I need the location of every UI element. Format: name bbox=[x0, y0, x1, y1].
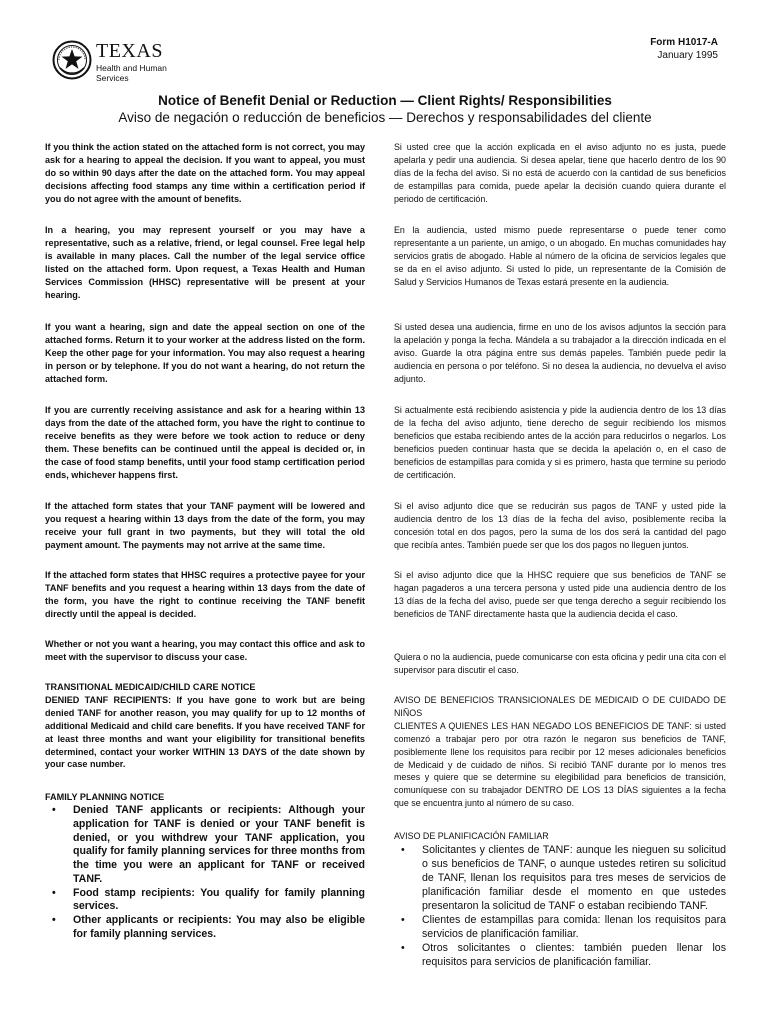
en-transitional-body: DENIED TANF RECIPIENTS: If you have gone to work but are being denied TANF for another reason, you may qualify for up to 12 months of additional Medicaid and child care benefits. If you have received TANF for at least three months and want your eligibility for transitional benefits determined, contact your worker WITHIN 13 DAYS of the date shown by your case number. bbox=[45, 694, 365, 770]
title-spanish: Aviso de negación o reducción de beneficios — Derechos y responsabilidades del cliente bbox=[118, 110, 652, 125]
es-family-planning-notice bbox=[394, 830, 726, 969]
es-paragraph-tanf-lowered: Si el aviso adjunto dice que se reducirán sus pagos de TANF y usted pide la audiencia dentro de los 13 días de la fecha del aviso, posiblemente reciba la concesión total en dos pagos, pero la suma de los dos será la cantidad del pago que recibía antes. También puede ser que los dos pagos no lleguen juntos. bbox=[394, 501, 726, 550]
form-number: Form H1017-A bbox=[650, 37, 718, 48]
en-family-planning-list bbox=[45, 804, 365, 942]
es-paragraph-supervisor: Quiera o no la audiencia, puede comunicarse con esta oficina y pedir una cita con el supervisor para discutir el caso. bbox=[394, 652, 726, 675]
list-item: • Clientes de estampillas para comida: llenan los requisitos para servicios de planificación familiar. bbox=[394, 913, 726, 941]
title-english: Notice of Benefit Denial or Reduction — Client Rights/ Responsibilities bbox=[158, 93, 612, 108]
es-family-planning-list bbox=[394, 843, 726, 969]
en-transitional-heading: TRANSITIONAL MEDICAID/CHILD CARE NOTICE bbox=[45, 682, 256, 692]
es-paragraph-appeal: Si usted cree que la acción explicada en el aviso adjunto no es justa, puede apelarla y pedir una audiencia. Si desea apelar, tiene que hacerlo dentro de los 90 días de la fecha del aviso. Si no está de acuerdo con la cantidad de sus beneficios de estampillas para comida, puede apelar la decisión cuando quiera durante el periodo de certificación. bbox=[394, 142, 726, 204]
list-item: • Denied TANF applicants or recipients: Although your application for TANF is denied or your TANF benefit is denied, or you withdrew your TANF application, you qualify for family planning services for three months from the time you were an applicant for TANF or received TANF. bbox=[45, 804, 365, 887]
en-paragraph-appeal: If you think the action stated on the attached form is not correct, you may ask for a hearing to appeal the decision. If you want to appeal, you must do so within 90 days after the date on the attached form. You may appeal decisions affecting food stamps any time within a certification period if you do not agree with the amount of benefits. bbox=[45, 142, 365, 204]
texas-seal-icon bbox=[52, 40, 92, 80]
es-paragraph-continue-benefits: Si actualmente está recibiendo asistencia y pide la audiencia dentro de los 13 días de la fecha del aviso adjunto, tiene derecho de seguir recibiendo los mismos beneficios que estaba recibiendo antes de la acción para reducirlos o negarlos. Los beneficios pueden continuar hasta que se decida la apelación o, en el caso de beneficios de estampillas para comida y si es primero, hasta que termine su periodo de certificación. bbox=[394, 405, 726, 480]
en-family-planning-heading: FAMILY PLANNING NOTICE bbox=[45, 792, 165, 802]
logo-texas-text: TEXAS bbox=[96, 40, 163, 62]
page-header bbox=[0, 0, 770, 90]
en-paragraph-representation: In a hearing, you may represent yourself or you may have a representative, such as a relative, friend, or legal counsel. Free legal help is available in many places. Call the number of the legal service office listed on the attached form. Upon request, a Texas Health and Human Services Commission (HHSC) representative will be present at your hearing. bbox=[45, 225, 365, 300]
en-transitional-notice bbox=[45, 681, 365, 771]
en-paragraph-tanf-lowered: If the attached form states that your TANF payment will be lowered and you request a hearing within 13 days from the date of the form, you may receive your full grant in two payments, but they will total the old payment amount. The payments may not arrive at the same time. bbox=[45, 501, 365, 550]
form-date: January 1995 bbox=[657, 50, 718, 61]
list-item: • Solicitantes y clientes de TANF: aunque les nieguen su solicitud o sus beneficios de TANF, o aunque ustedes retiren su solicitud de TANF, llenan los requisitos para tres meses de servicios de planificación familiar desde el momento en que ustedes presentaron la solicitud de TANF o estaban recibiendo TANF. bbox=[394, 843, 726, 913]
es-transitional-body: CLIENTES A QUIENES LES HAN NEGADO LOS BENEFICIOS DE TANF: si usted comenzó a trabajar pero por otra razón le negaron sus beneficios de TANF, posiblemente llene los requisitos para recibir por 12 meses adicionales beneficios de Medicaid y de cuidado de niños. Si recibió TANF durante por lo menos tres meses y quiere que se determine su elegibilidad para beneficios de transición, comuníquese con su trabajador DENTRO DE LOS 13 DÍAS siguientes a la fecha que se encuentra junto al número de su caso. bbox=[394, 720, 726, 809]
es-family-planning-heading: AVISO DE PLANIFICACIÓN FAMILIAR bbox=[394, 831, 549, 841]
es-paragraph-representation: En la audiencia, usted mismo puede representarse o puede tener como representante a un pariente, un amigo, o un abogado. En muchas comunidades hay servicios gratis de abogado. Hable al número de la oficina de servicios legales que se da en el aviso adjunto. Si usted lo pide, un representante de la Comisión de Salud y Servicios Humanos de Texas estará presente en la audiencia. bbox=[394, 225, 726, 287]
en-paragraph-protective-payee: If the attached form states that HHSC requires a protective payee for your TANF benefits and you request a hearing within 13 days from the date of the form, you have the right to continue receiving the TANF benefit directly until the appeal is decided. bbox=[45, 570, 365, 619]
list-item: • Other applicants or recipients: You may also be eligible for family planning services. bbox=[45, 914, 365, 942]
logo-line-2: Services bbox=[96, 73, 129, 83]
es-paragraph-request-hearing: Si usted desea una audiencia, firme en uno de los avisos adjuntos la sección para la apelación y ponga la fecha. Mándela a su trabajador a la dirección indicada en el aviso. Guarde la otra página entre sus demás papeles. También puede pedir la audiencia en persona o por teléfono. Si no desea la audiencia, no devuelva el aviso adjunto. bbox=[394, 322, 726, 384]
en-paragraph-continue-benefits: If you are currently receiving assistance and ask for a hearing within 13 days from the date of the attached form, you have the right to continue to receive benefits as they were before we took action to reduce or deny them. These benefits can be continued until the appeal is decided or, in the case of food stamp benefits, until your food stamp certification period ends, whichever happens first. bbox=[45, 405, 365, 480]
form-identifier bbox=[650, 36, 718, 62]
list-item: • Otros solicitantes o clientes: también pueden llenar los requisitos para servicios de planificación familiar. bbox=[394, 941, 726, 969]
es-transitional-heading: AVISO DE BENEFICIOS TRANSICIONALES DE MEDICAID O DE CUIDADO DE NIÑOS bbox=[394, 695, 726, 718]
es-transitional-notice bbox=[394, 694, 726, 810]
en-paragraph-request-hearing: If you want a hearing, sign and date the appeal section on one of the attached forms. Return it to your worker at the address listed on the form. Keep the other page for your information. You may also request a hearing in person or by telephone. If you do not want a hearing, do not return the attached form. bbox=[45, 322, 365, 384]
document-titles bbox=[0, 92, 770, 126]
logo-line-1: Health and Human bbox=[96, 63, 167, 73]
en-paragraph-supervisor: Whether or not you want a hearing, you may contact this office and ask to meet with the supervisor to discuss your case. bbox=[45, 639, 365, 662]
texas-hhs-logo bbox=[52, 40, 232, 88]
list-item: • Food stamp recipients: You qualify for family planning services. bbox=[45, 887, 365, 915]
en-family-planning-notice bbox=[45, 791, 365, 942]
es-paragraph-protective-payee: Si el aviso adjunto dice que la HHSC requiere que sus beneficios de TANF se hagan pagaderos a una tercera persona y usted pide una audiencia dentro de los 13 días de la fecha del aviso, puede ser que tenga derecho a seguir recibiendo los beneficios de TANF directamente hasta que la audiencia decida el caso. bbox=[394, 570, 726, 619]
